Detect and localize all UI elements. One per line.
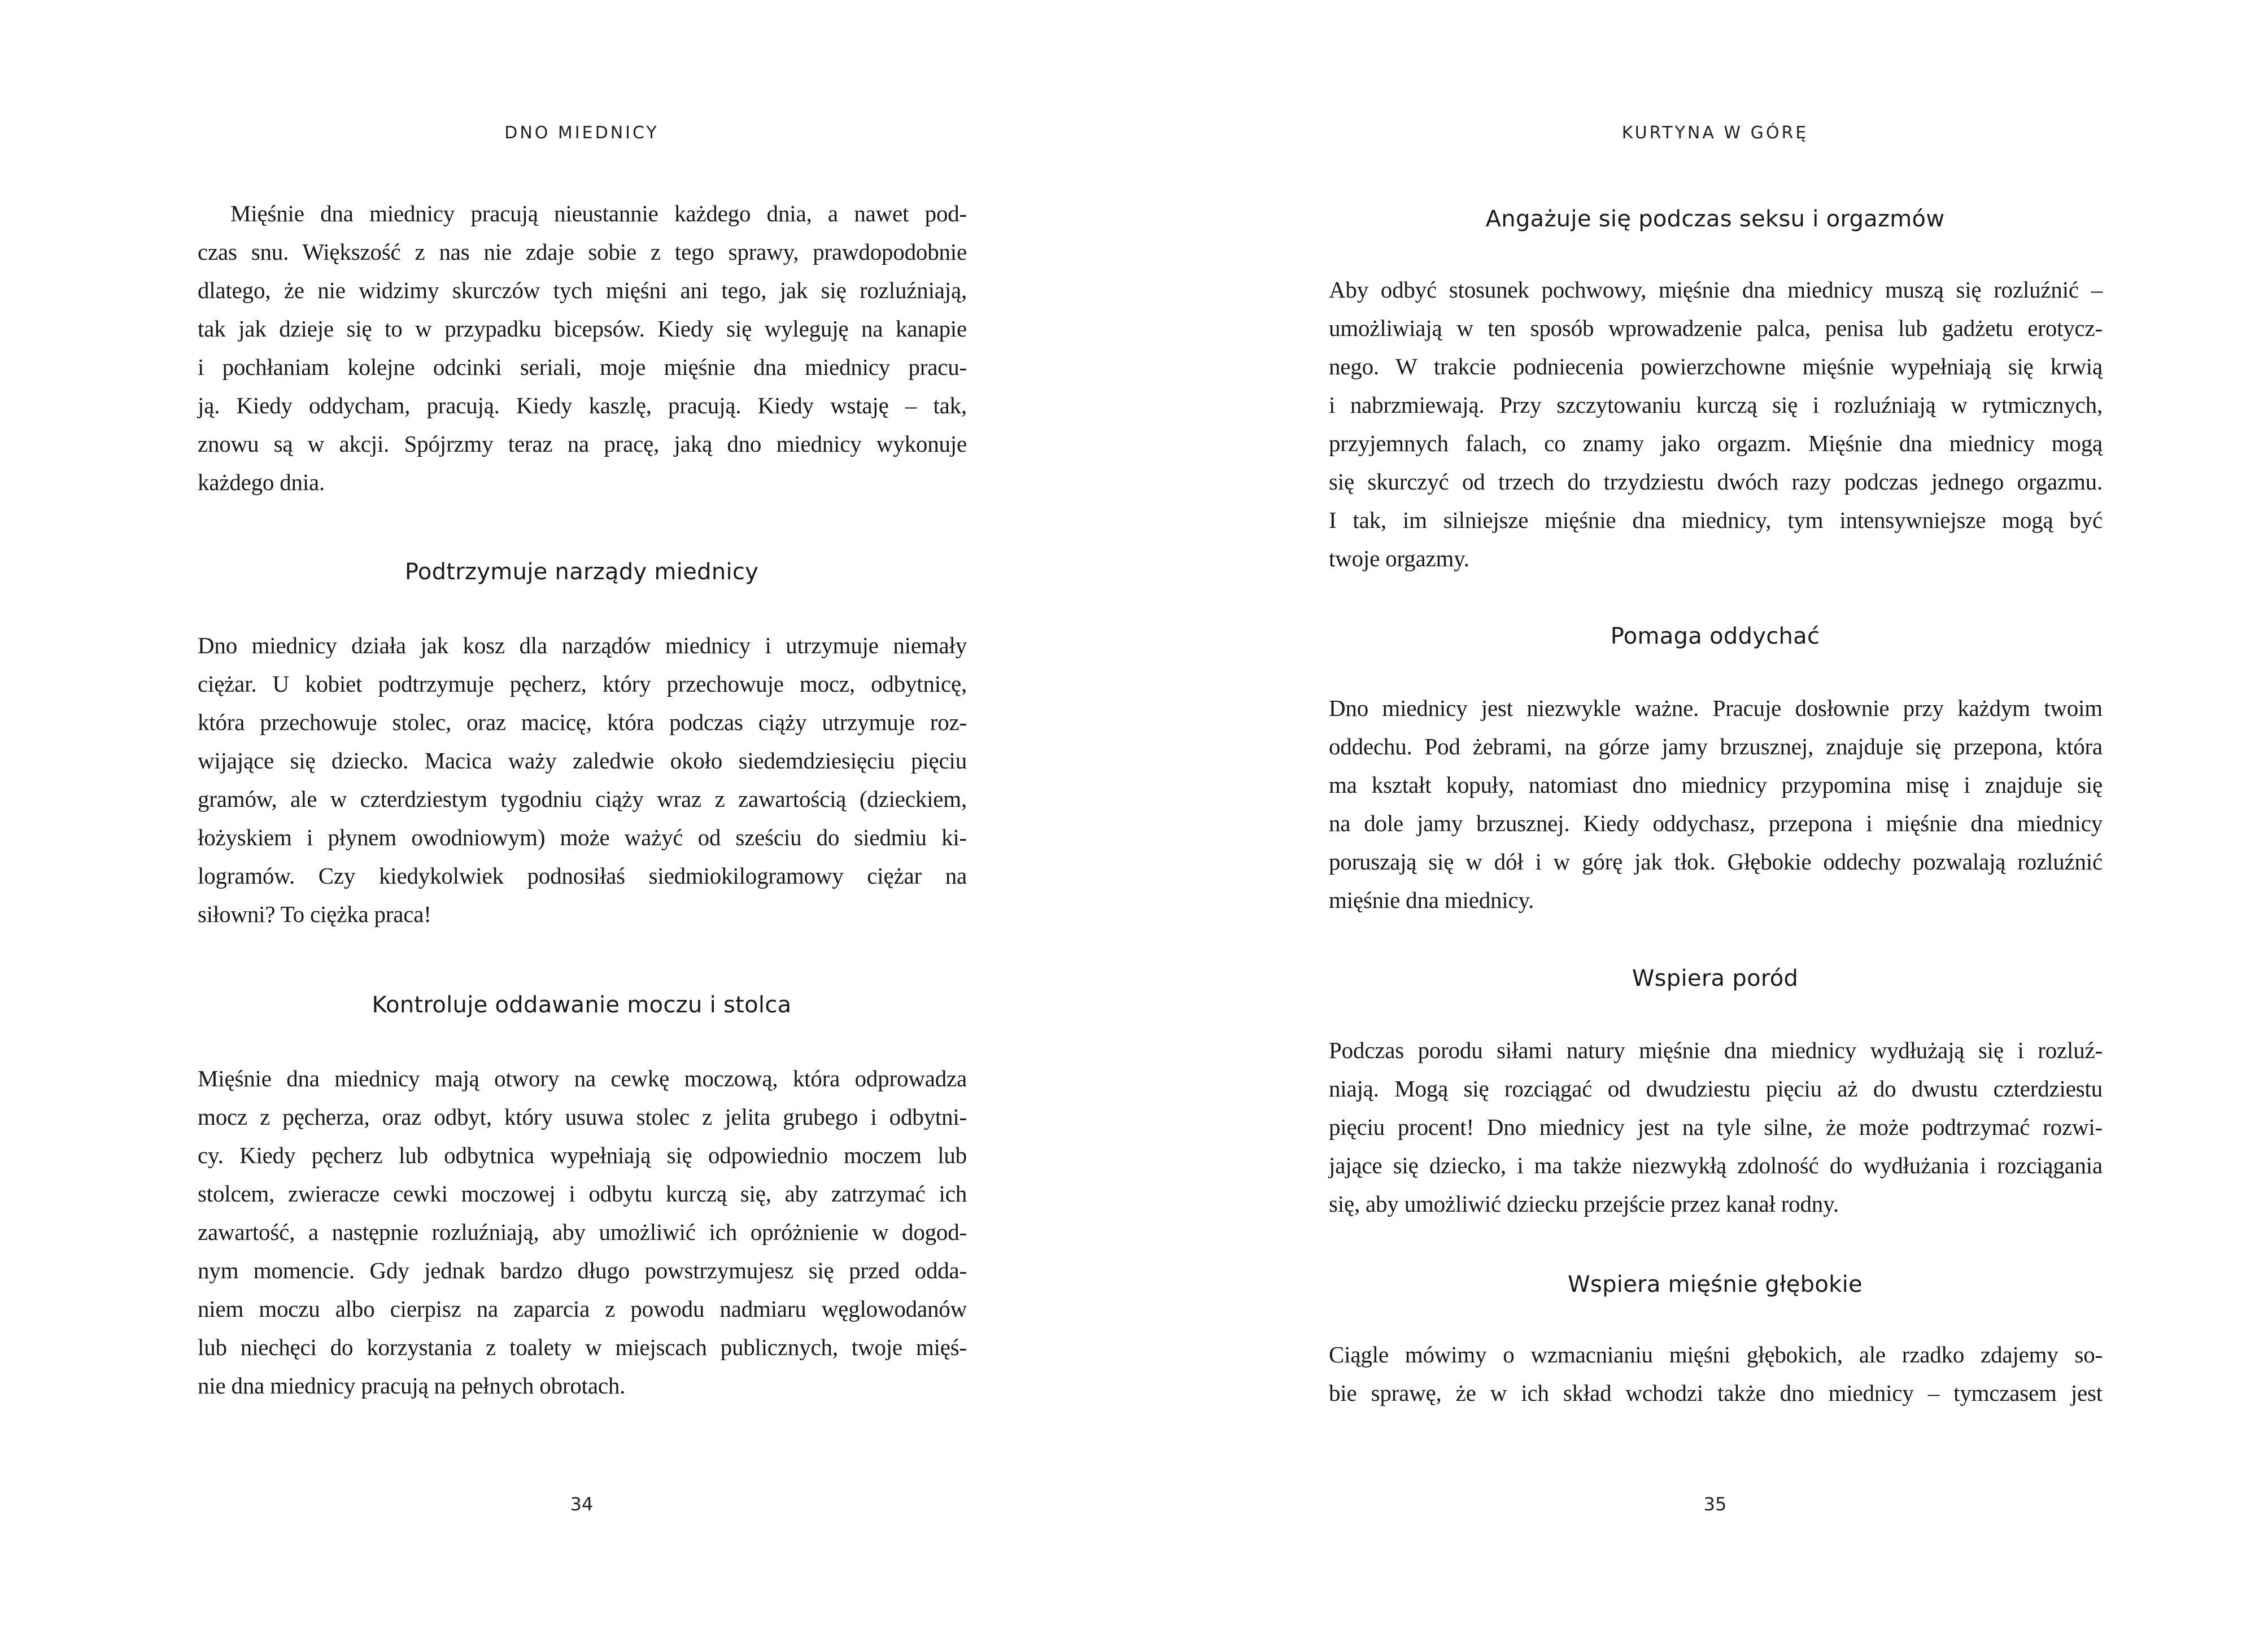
text-line: I tak, im silniejsze mięśnie dna miednicy, tym intensywniejsze mogą być (1329, 507, 2103, 533)
text-line: Dno miednicy działa jak kosz dla narządów miednicy i utrzymuje niemały (198, 632, 967, 658)
text-line: twoje orgazmy. (1329, 545, 1469, 571)
running-header-right: KURTYNA W GÓRĘ (1621, 123, 1809, 143)
text-line: oddechu. Pod żebrami, na górze jamy brzusznej, znajduje się przepona, która (1329, 733, 2103, 759)
right-page (1134, 0, 2268, 1634)
text-line: która przechowuje stolec, oraz macicę, która podczas ciąży utrzymuje roz- (198, 709, 967, 735)
text-line: znowu są w akcji. Spójrzmy teraz na pracę, jaką dno miednicy wykonuje (198, 431, 967, 457)
text-line: poruszają się w dół i w górę jak tłok. Głębokie oddechy pozwalają rozluźnić (1329, 849, 2103, 875)
section-paragraph (1329, 689, 2103, 919)
text-line: mięśnie dna miednicy. (1329, 887, 1534, 913)
section-paragraph (198, 1059, 967, 1405)
text-line: siłowni? To ciężka praca! (198, 901, 431, 927)
text-line: ciężar. U kobiet podtrzymuje pęcherz, który przechowuje mocz, odbytnicę, (198, 671, 967, 697)
text-line: tak jak dzieje się to w przypadku bicepsów. Kiedy się wyleguję na kanapie (198, 316, 967, 342)
text-line: czas snu. Większość z nas nie zdaje sobie z tego sprawy, prawdopodobnie (198, 239, 967, 265)
text-line: gramów, ale w czterdziestym tygodniu ciąży wraz z zawartością (dzieckiem, (198, 786, 967, 812)
running-header-left: DNO MIEDNICY (504, 123, 659, 143)
text-line: przyjemnych falach, co znamy jako orgazm. Mięśnie dna miednicy mogą (1329, 430, 2103, 456)
section-paragraph (1329, 270, 2103, 578)
text-line: stolcem, zwieracze cewki moczowej i odbytu kurczą się, aby zatrzymać ich (198, 1181, 967, 1207)
text-line: wijające się dziecko. Macica waży zaledwie około siedemdziesięciu pięciu (198, 748, 967, 774)
section-heading: Pomaga oddychać (1610, 623, 1820, 649)
text-line: ma kształt kopuły, natomiast dno miednicy przypomina misę i znajduje się (1329, 772, 2103, 798)
text-line: Dno miednicy jest niezwykle ważne. Pracuje dosłownie przy każdym twoim (1329, 695, 2103, 721)
text-line: Ciągle mówimy o wzmacnianiu mięśni głębokich, ale rzadko zdajemy so- (1329, 1342, 2103, 1368)
text-line: się, aby umożliwić dziecku przejście przez kanał rodny. (1329, 1191, 1839, 1217)
text-line: niają. Mogą się rozciągać od dwudziestu pięciu aż do dwustu czterdziestu (1329, 1076, 2103, 1102)
section-paragraph (1329, 1335, 2103, 1412)
text-line: na dole jamy brzusznej. Kiedy oddychasz, przepona i mięśnie dna miednicy (1329, 810, 2103, 836)
text-line: Mięśnie dna miednicy mają otwory na cewkę moczową, która odprowadza (198, 1065, 967, 1091)
section-heading: Wspiera mięśnie głębokie (1568, 1272, 1863, 1297)
section-heading: Kontroluje oddawanie moczu i stolca (372, 992, 792, 1018)
text-line: dlatego, że nie widzimy skurczów tych mięśni ani tego, jak się rozluźniają, (198, 277, 967, 303)
section-paragraph (198, 626, 967, 933)
text-line: łożyskiem i płynem owodniowym) może ważyć od sześciu do siedmiu ki- (198, 824, 967, 850)
text-line: cy. Kiedy pęcherz lub odbytnica wypełniają się odpowiednio moczem lub (198, 1142, 967, 1168)
section-paragraph (1329, 1031, 2103, 1223)
text-line: nego. W trakcie podniecenia powierzchowne mięśnie wypełniają się krwią (1329, 353, 2103, 379)
section-heading: Angażuje się podczas seksu i orgazmów (1485, 206, 1945, 232)
text-line: nym momencie. Gdy jednak bardzo długo powstrzymujesz się przed odda- (198, 1257, 967, 1283)
text-line: każdego dnia. (198, 469, 325, 495)
text-line: Podczas porodu siłami natury mięśnie dna miednicy wydłużają się i rozluź- (1329, 1037, 2103, 1063)
text-line: niem moczu albo cierpisz na zaparcia z powodu nadmiaru węglowodanów (198, 1296, 967, 1322)
section-heading: Podtrzymuje narządy miednicy (404, 559, 759, 585)
text-line: umożliwiają w ten sposób wprowadzenie palca, penisa lub gadżetu erotycz- (1329, 315, 2103, 341)
text-line: logramów. Czy kiedykolwiek podnosiłaś siedmiokilogramowy ciężar na (198, 863, 967, 889)
text-line: bie sprawę, że w ich skład wchodzi także dno miednicy – tymczasem jest (1329, 1380, 2103, 1406)
text-line: Aby odbyć stosunek pochwowy, mięśnie dna miednicy muszą się rozluźnić – (1329, 277, 2103, 303)
text-line: i pochłaniam kolejne odcinki seriali, moje mięśnie dna miednicy pracu- (198, 354, 967, 380)
page-number-right: 35 (1703, 1493, 1727, 1515)
text-line: ją. Kiedy oddycham, pracują. Kiedy kaszlę, pracują. Kiedy wstaję – tak, (198, 392, 967, 418)
text-line: lub niechęci do korzystania z toalety w miejscach publicznych, twoje mięś- (198, 1334, 967, 1360)
text-line: nie dna miednicy pracują na pełnych obrotach. (198, 1373, 626, 1399)
text-line: mocz z pęcherza, oraz odbyt, który usuwa stolec z jelita grubego i odbytni- (198, 1104, 967, 1130)
text-line: jające się dziecko, i ma także niezwykłą zdolność do wydłużania i rozciągania (1329, 1152, 2103, 1178)
text-line: Mięśnie dna miednicy pracują nieustannie każdego dnia, a nawet pod- (230, 200, 967, 226)
text-line: się skurczyć od trzech do trzydziestu dwóch razy podczas jednego orgazmu. (1329, 469, 2103, 495)
text-line: pięciu procent! Dno miednicy jest na tyle silne, że może podtrzymać rozwi- (1329, 1114, 2103, 1140)
page-number-left: 34 (570, 1493, 594, 1515)
text-line: zawartość, a następnie rozluźniają, aby umożliwić ich opróżnienie w dogod- (198, 1219, 967, 1245)
intro-paragraph (198, 194, 967, 501)
section-heading: Wspiera poród (1632, 965, 1799, 991)
text-line: i nabrzmiewają. Przy szczytowaniu kurczą się i rozluźniają w rytmicznych, (1329, 392, 2103, 418)
